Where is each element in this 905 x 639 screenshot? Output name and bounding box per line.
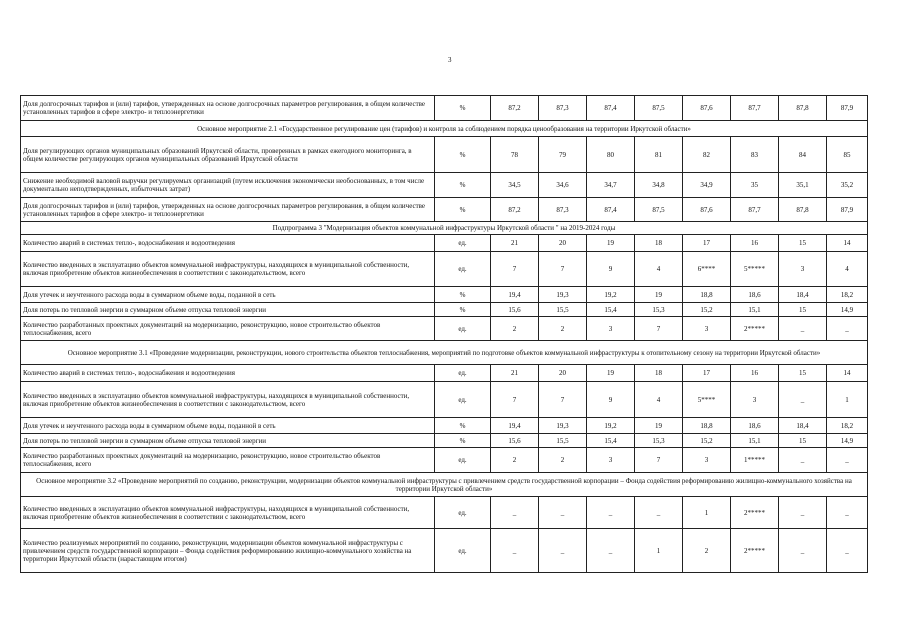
- value-cell: 35,1: [779, 173, 827, 198]
- value-cell: 15,2: [683, 303, 731, 317]
- value-cell: 7: [539, 252, 587, 287]
- table-row: [21, 497, 868, 529]
- table-row: [21, 317, 868, 341]
- value-cell: 15,4: [587, 434, 635, 448]
- value-cell: _: [827, 497, 868, 529]
- value-cell: 19,4: [491, 418, 539, 434]
- value-cell: 87,5: [635, 96, 683, 121]
- value-cell: 15,6: [491, 303, 539, 317]
- indicator-name: Количество аварий в системах тепло-, водоснабжения и водоотведения: [21, 365, 435, 382]
- value-cell: 19,3: [539, 418, 587, 434]
- value-cell: 35,2: [827, 173, 868, 198]
- value-cell: 1*****: [731, 448, 779, 473]
- unit-cell: %: [435, 96, 491, 121]
- value-cell: 78: [491, 137, 539, 173]
- indicator-name: Количество реализуемых мероприятий по созданию, реконструкции, модернизации объектов коммунальной инфраструктуры с привлечением средств государственной корпорации – Фонда содействия реформированию жилищно-коммунального хозяйства на территории Иркутской области (нарастающим итогом): [21, 529, 435, 573]
- value-cell: 19: [635, 287, 683, 303]
- value-cell: 7: [635, 317, 683, 341]
- value-cell: _: [779, 448, 827, 473]
- value-cell: 3: [779, 252, 827, 287]
- value-cell: 9: [587, 382, 635, 418]
- value-cell: 7: [491, 382, 539, 418]
- value-cell: 1: [683, 497, 731, 529]
- unit-cell: ед.: [435, 365, 491, 382]
- indicator-name: Количество введенных в эксплуатацию объектов коммунальной инфраструктуры, находящихся в муниципальной собственности, включая приобретение объектов жизнеобеспечения в соответствии с законодательством, всего: [21, 382, 435, 418]
- value-cell: 3: [587, 448, 635, 473]
- value-cell: 87,7: [731, 96, 779, 121]
- value-cell: 20: [539, 365, 587, 382]
- value-cell: 7: [539, 382, 587, 418]
- value-cell: 2*****: [731, 317, 779, 341]
- value-cell: 80: [587, 137, 635, 173]
- indicator-name: Количество введенных в эксплуатацию объектов коммунальной инфраструктуры, находящихся в муниципальной собственности, включая приобретение объектов жизнеобеспечения в соответствии с законодательством, всего: [21, 497, 435, 529]
- section-title: Основное мероприятие 2.1 «Государственное регулирование цен (тарифов) и контроля за соблюдением порядка ценообразования на территории Иркутской области»: [21, 121, 868, 137]
- value-cell: 14: [827, 235, 868, 252]
- value-cell: 2: [539, 448, 587, 473]
- value-cell: 87,3: [539, 198, 587, 222]
- value-cell: 15,5: [539, 434, 587, 448]
- indicator-name: Снижение необходимой валовой выручки регулируемых организаций (путем исключения экономически необоснованных, в том числе документально неподтвержденных, избыточных затрат): [21, 173, 435, 198]
- indicator-name: Количество разработанных проектных документаций на модернизацию, реконструкцию, новое строительство объектов теплоснабжения, всего: [21, 317, 435, 341]
- value-cell: 2*****: [731, 529, 779, 573]
- value-cell: 19: [587, 235, 635, 252]
- indicator-name: Доля долгосрочных тарифов и (или) тарифов, утвержденных на основе долгосрочных параметров регулирования, в общем количестве установленных тарифов в сфере электро- и теплоэнергетики: [21, 198, 435, 222]
- value-cell: 84: [779, 137, 827, 173]
- value-cell: 21: [491, 365, 539, 382]
- table-row: [21, 434, 868, 448]
- value-cell: 15,1: [731, 303, 779, 317]
- indicator-name: Доля утечек и неучтенного расхода воды в суммарном объеме воды, поданной в сеть: [21, 418, 435, 434]
- value-cell: _: [635, 497, 683, 529]
- unit-cell: ед.: [435, 252, 491, 287]
- value-cell: 3: [683, 448, 731, 473]
- value-cell: 18,4: [779, 287, 827, 303]
- value-cell: 2: [683, 529, 731, 573]
- value-cell: 1: [635, 529, 683, 573]
- value-cell: 87,9: [827, 198, 868, 222]
- table-row: [21, 235, 868, 252]
- indicator-name: Доля утечек и неучтенного расхода воды в суммарном объеме воды, поданной в сеть: [21, 287, 435, 303]
- value-cell: 34,5: [491, 173, 539, 198]
- value-cell: _: [587, 497, 635, 529]
- value-cell: 15,2: [683, 434, 731, 448]
- value-cell: 15: [779, 365, 827, 382]
- value-cell: 2: [539, 317, 587, 341]
- value-cell: 5*****: [731, 252, 779, 287]
- value-cell: 15,3: [635, 303, 683, 317]
- value-cell: 87,2: [491, 198, 539, 222]
- value-cell: 15,1: [731, 434, 779, 448]
- value-cell: 15: [779, 235, 827, 252]
- value-cell: 34,6: [539, 173, 587, 198]
- value-cell: 19,4: [491, 287, 539, 303]
- value-cell: 20: [539, 235, 587, 252]
- indicator-name: Доля потерь по тепловой энергии в суммарном объеме отпуска тепловой энергии: [21, 434, 435, 448]
- table-row: [21, 137, 868, 173]
- value-cell: 18,8: [683, 287, 731, 303]
- value-cell: 2: [491, 317, 539, 341]
- value-cell: _: [827, 317, 868, 341]
- value-cell: 18,8: [683, 418, 731, 434]
- value-cell: 87,8: [779, 198, 827, 222]
- unit-cell: %: [435, 434, 491, 448]
- indicator-name: Доля регулирующих органов муниципальных образований Иркутской области, проверенных в рамках ежегодного мониторинга, в общем количестве регулирующих органов муниципальных образований Иркутской области: [21, 137, 435, 173]
- value-cell: _: [779, 497, 827, 529]
- value-cell: 18: [635, 365, 683, 382]
- table-row: [21, 96, 868, 121]
- value-cell: 81: [635, 137, 683, 173]
- value-cell: 85: [827, 137, 868, 173]
- value-cell: 18,2: [827, 418, 868, 434]
- value-cell: 14,9: [827, 434, 868, 448]
- table-row: [21, 173, 868, 198]
- table-row: [21, 448, 868, 473]
- value-cell: 14: [827, 365, 868, 382]
- value-cell: 7: [635, 448, 683, 473]
- value-cell: 17: [683, 365, 731, 382]
- indicator-name: Количество разработанных проектных документаций на модернизацию, реконструкцию, новое строительство объектов теплоснабжения, всего: [21, 448, 435, 473]
- value-cell: 87,9: [827, 96, 868, 121]
- value-cell: _: [491, 529, 539, 573]
- section-header-row: [21, 473, 868, 497]
- value-cell: _: [827, 448, 868, 473]
- value-cell: 34,8: [635, 173, 683, 198]
- indicator-name: Доля долгосрочных тарифов и (или) тарифов, утвержденных на основе долгосрочных параметров регулирования, в общем количестве установленных тарифов в сфере электро- и теплоэнергетики: [21, 96, 435, 121]
- value-cell: 87,7: [731, 198, 779, 222]
- value-cell: _: [491, 497, 539, 529]
- value-cell: 79: [539, 137, 587, 173]
- value-cell: 2: [491, 448, 539, 473]
- value-cell: 15: [779, 303, 827, 317]
- value-cell: 18: [635, 235, 683, 252]
- indicators-table: [20, 95, 868, 573]
- section-title: Подпрограмма 3 "Модернизация объектов коммунальной инфраструктуры Иркутской области " на 2019-2024 годы: [21, 222, 868, 235]
- section-header-row: [21, 341, 868, 365]
- value-cell: 15: [779, 434, 827, 448]
- value-cell: 15,3: [635, 434, 683, 448]
- value-cell: 1: [827, 382, 868, 418]
- section-title: Основное мероприятие 3.2 «Проведение мероприятий по созданию, реконструкции, модернизации объектов коммунальной инфраструктуры с привлечением средств государственной корпорации – Фонда содействия реформированию жилищно-коммунального хозяйства на территории Иркутской области»: [21, 473, 868, 497]
- value-cell: 18,6: [731, 418, 779, 434]
- value-cell: 6****: [683, 252, 731, 287]
- table-row: [21, 252, 868, 287]
- unit-cell: ед.: [435, 497, 491, 529]
- unit-cell: ед.: [435, 448, 491, 473]
- value-cell: _: [539, 497, 587, 529]
- unit-cell: %: [435, 137, 491, 173]
- value-cell: 87,4: [587, 198, 635, 222]
- value-cell: 34,9: [683, 173, 731, 198]
- value-cell: 87,4: [587, 96, 635, 121]
- value-cell: 87,6: [683, 198, 731, 222]
- value-cell: _: [779, 382, 827, 418]
- value-cell: 87,2: [491, 96, 539, 121]
- value-cell: _: [587, 529, 635, 573]
- unit-cell: ед.: [435, 317, 491, 341]
- value-cell: 3: [587, 317, 635, 341]
- value-cell: 18,4: [779, 418, 827, 434]
- value-cell: 14,9: [827, 303, 868, 317]
- unit-cell: %: [435, 418, 491, 434]
- unit-cell: ед.: [435, 235, 491, 252]
- value-cell: 19,2: [587, 287, 635, 303]
- value-cell: 87,8: [779, 96, 827, 121]
- value-cell: 4: [635, 252, 683, 287]
- value-cell: _: [779, 529, 827, 573]
- value-cell: 15,6: [491, 434, 539, 448]
- unit-cell: %: [435, 198, 491, 222]
- value-cell: 19,2: [587, 418, 635, 434]
- value-cell: 2*****: [731, 497, 779, 529]
- value-cell: 19: [635, 418, 683, 434]
- value-cell: 87,5: [635, 198, 683, 222]
- value-cell: 35: [731, 173, 779, 198]
- section-header-row: [21, 121, 868, 137]
- value-cell: 16: [731, 235, 779, 252]
- value-cell: 82: [683, 137, 731, 173]
- unit-cell: ед.: [435, 382, 491, 418]
- value-cell: _: [827, 529, 868, 573]
- section-header-row: [21, 222, 868, 235]
- value-cell: 9: [587, 252, 635, 287]
- indicator-name: Количество аварий в системах тепло-, водоснабжения и водоотведения: [21, 235, 435, 252]
- table-row: [21, 287, 868, 303]
- table-row: [21, 303, 868, 317]
- value-cell: 16: [731, 365, 779, 382]
- value-cell: 18,2: [827, 287, 868, 303]
- value-cell: 34,7: [587, 173, 635, 198]
- value-cell: 87,6: [683, 96, 731, 121]
- value-cell: 19,3: [539, 287, 587, 303]
- table-row: [21, 198, 868, 222]
- table-row: [21, 382, 868, 418]
- value-cell: 21: [491, 235, 539, 252]
- table-row: [21, 418, 868, 434]
- unit-cell: ед.: [435, 529, 491, 573]
- value-cell: 15,5: [539, 303, 587, 317]
- indicator-name: Доля потерь по тепловой энергии в суммарном объеме отпуска тепловой энергии: [21, 303, 435, 317]
- value-cell: 19: [587, 365, 635, 382]
- value-cell: 87,3: [539, 96, 587, 121]
- value-cell: _: [779, 317, 827, 341]
- value-cell: 83: [731, 137, 779, 173]
- value-cell: 5****: [683, 382, 731, 418]
- unit-cell: %: [435, 173, 491, 198]
- page-number: 3: [448, 56, 452, 64]
- unit-cell: %: [435, 303, 491, 317]
- value-cell: 18,6: [731, 287, 779, 303]
- value-cell: 4: [635, 382, 683, 418]
- value-cell: 4: [827, 252, 868, 287]
- value-cell: 7: [491, 252, 539, 287]
- value-cell: 3: [731, 382, 779, 418]
- table-row: [21, 529, 868, 573]
- value-cell: 15,4: [587, 303, 635, 317]
- value-cell: 3: [683, 317, 731, 341]
- indicator-name: Количество введенных в эксплуатацию объектов коммунальной инфраструктуры, находящихся в муниципальной собственности, включая приобретение объектов жизнеобеспечения в соответствии с законодательством, всего: [21, 252, 435, 287]
- value-cell: 17: [683, 235, 731, 252]
- unit-cell: %: [435, 287, 491, 303]
- section-title: Основное мероприятие 3.1 «Проведение модернизации, реконструкции, нового строительства объектов теплоснабжения, мероприятий по подготовке объектов коммунальной инфраструктуры к отопительному сезону на территории Иркутской области»: [21, 341, 868, 365]
- table-row: [21, 365, 868, 382]
- value-cell: _: [539, 529, 587, 573]
